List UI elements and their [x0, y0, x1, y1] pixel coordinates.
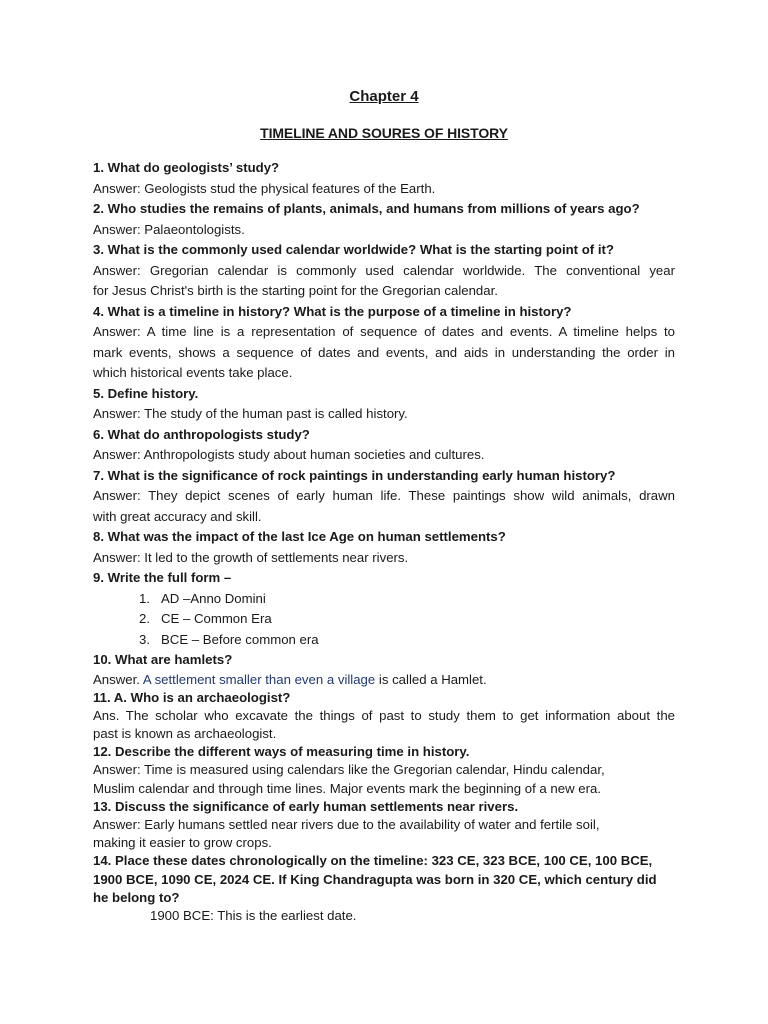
question-14-line-3: he belong to? — [93, 889, 180, 905]
qa-content — [93, 158, 675, 925]
question-2: 2. Who studies the remains of plants, animals, and humans from millions of years ago? — [93, 201, 640, 216]
list-item — [93, 589, 675, 610]
question-10: 10. What are hamlets? — [93, 652, 233, 667]
document-title: TIMELINE AND SOURES OF HISTORY — [260, 125, 508, 141]
answer-4-line-3: which historical events take place. — [93, 365, 293, 380]
answer-11-line-2: past is known as archaeologist. — [93, 726, 277, 742]
question-13: 13. Discuss the significance of early human settlements near rivers. — [93, 798, 519, 814]
answer-prefix: Answer. — [93, 671, 143, 687]
answer-6: Answer: Anthropologists study about human societies and cultures. — [93, 447, 485, 462]
question-6: 6. What do anthropologists study? — [93, 426, 310, 442]
question-14-line-2: 1900 BCE, 1090 CE, 2024 CE. If King Chandragupta was born in 320 CE, which century did — [93, 871, 657, 887]
list-text: CE – Common Era — [161, 611, 272, 626]
answer-8: Answer: It led to the growth of settlements near rivers. — [93, 549, 409, 565]
answer-12-line-2: Muslim calendar and through time lines. Major events mark the beginning of a new era. — [93, 780, 601, 796]
answer-10 — [93, 671, 675, 689]
question-14-line-1: 14. Place these dates chronologically on the timeline: 323 CE, 323 BCE, 100 CE, 100 BCE, — [93, 853, 653, 869]
question-3: 3. What is the commonly used calendar worldwide? What is the starting point of it? — [93, 242, 614, 257]
list-text: BCE – Before common era — [161, 631, 319, 647]
list-number: 2. — [139, 611, 150, 626]
answer-7-line-2: with great accuracy and skill. — [93, 508, 262, 524]
question-7: 7. What is the significance of rock paintings in understanding early human history? — [93, 467, 616, 483]
chapter-heading: Chapter 4 — [349, 88, 419, 105]
answer-11-line-1: Ans. The scholar who excavate the things of past to study them to get information about the — [93, 707, 675, 723]
answer-13-line-1: Answer: Early humans settled near rivers due to the availability of water and fertile soil, — [93, 817, 600, 832]
answer-2: Answer: Palaeontologists. — [93, 221, 245, 237]
full-form-list — [93, 589, 675, 651]
list-text: AD –Anno Domini — [161, 590, 266, 606]
answer-5: Answer: The study of the human past is called history. — [93, 406, 408, 421]
question-8: 8. What was the impact of the last Ice Age on human settlements? — [93, 529, 506, 544]
answer-4-line-1: Answer: A time line is a representation of sequence of dates and events. A timeline helps to — [93, 324, 675, 339]
question-11: 11. A. Who is an archaeologist? — [93, 689, 291, 705]
answer-3-line-2: for Jesus Christ's birth is the starting point for the Gregorian calendar. — [93, 283, 498, 298]
question-12: 12. Describe the different ways of measuring time in history. — [93, 744, 470, 760]
answer-13-line-2: making it easier to grow crops. — [93, 835, 272, 851]
question-5: 5. Define history. — [93, 385, 199, 401]
answer-12-line-1: Answer: Time is measured using calendars like the Gregorian calendar, Hindu calendar, — [93, 762, 605, 778]
answer-4-line-2: mark events, shows a sequence of dates and events, and aids in understanding the order in — [93, 344, 675, 360]
list-number: 3. — [139, 631, 150, 647]
answer-14: 1900 BCE: This is the earliest date. — [150, 907, 357, 923]
answer-1: Answer: Geologists stud the physical features of the Earth. — [93, 180, 436, 196]
question-1: 1. What do geologists’ study? — [93, 160, 280, 175]
list-item — [93, 609, 675, 630]
answer-3-line-1: Answer: Gregorian calendar is commonly used calendar worldwide. The conventional year — [93, 262, 675, 278]
question-9: 9. Write the full form – — [93, 570, 232, 585]
question-4: 4. What is a timeline in history? What is the purpose of a timeline in history? — [93, 303, 572, 319]
list-number: 1. — [139, 590, 150, 606]
list-item — [93, 630, 675, 651]
answer-highlight: A settlement smaller than even a village — [142, 671, 376, 687]
answer-suffix: is called a Hamlet. — [375, 671, 487, 687]
answer-7-line-1: Answer: They depict scenes of early human life. These paintings show wild animals, drawn — [93, 488, 675, 503]
